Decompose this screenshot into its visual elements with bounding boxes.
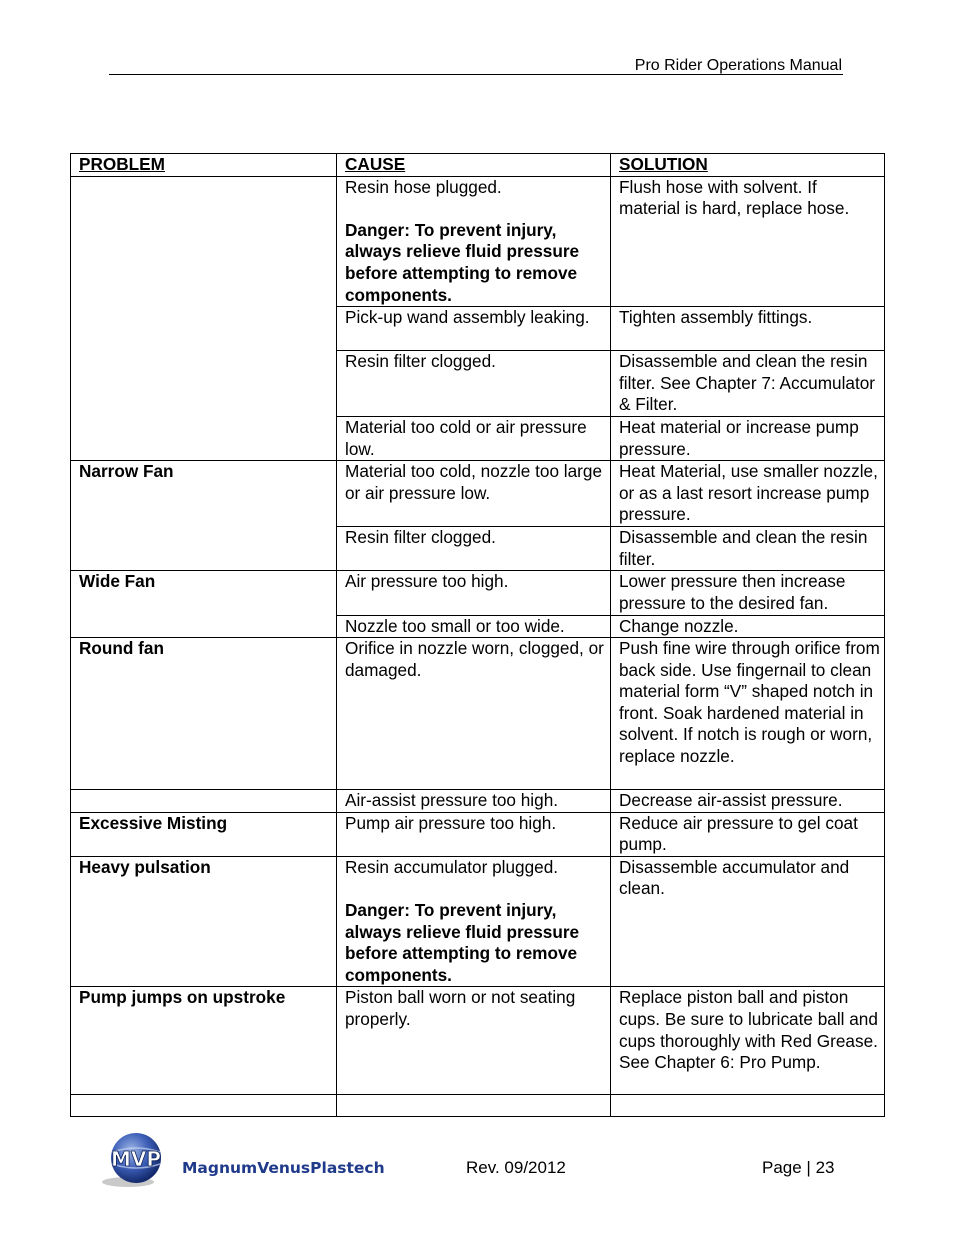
solution-cell: Push fine wire through orifice from back side. Use fingernail to clean material form “V” shaped notch in front. Soak hardened material in solvent. If notch is rough or worn, replace nozzle. (611, 638, 885, 790)
problem-cell: Heavy pulsation (71, 856, 337, 987)
solution-cell: Reduce air pressure to gel coat pump. (611, 812, 885, 856)
cause-cell: Pump air pressure too high. (337, 812, 611, 856)
problem-cell (71, 790, 337, 813)
danger-warning: Danger: To prevent injury, always relieve fluid pressure before attempting to remove components. (345, 900, 580, 985)
page-number: Page | 23 (762, 1158, 835, 1177)
solution-cell: Disassemble and clean the resin filter. (611, 527, 885, 571)
problem-cell (71, 1095, 337, 1117)
cause-cell: Resin filter clogged. (337, 351, 611, 417)
table-row (71, 790, 885, 813)
solution-cell: Decrease air-assist pressure. (611, 790, 885, 813)
solution-cell: Tighten assembly fittings. (611, 307, 885, 351)
cause-cell: Orifice in nozzle worn, clogged, or damaged. (337, 638, 611, 790)
column-header-solution: SOLUTION (611, 154, 885, 177)
header-rule (109, 74, 843, 75)
solution-cell: Disassemble accumulator and clean. (611, 856, 885, 987)
table-row (71, 638, 885, 790)
problem-cell: Excessive Misting (71, 812, 337, 856)
column-header-problem: PROBLEM (71, 154, 337, 177)
cause-cell: Material too cold or air pressure low. (337, 416, 611, 460)
table-row (71, 987, 885, 1095)
solution-cell: Disassemble and clean the resin filter. See Chapter 7: Accumulator & Filter. (611, 351, 885, 417)
cause-cell: Resin filter clogged. (337, 527, 611, 571)
column-header-cause: CAUSE (337, 154, 611, 177)
cause-cell: Material too cold, nozzle too large or air pressure low. (337, 461, 611, 527)
cause-cell: Air-assist pressure too high. (337, 790, 611, 813)
table-row (71, 856, 885, 987)
logo-wordmark: MagnumVenusPlastech (182, 1159, 385, 1177)
table-header-row (71, 154, 885, 177)
logo-badge: MVP (110, 1147, 162, 1171)
solution-cell: Heat Material, use smaller nozzle, or as a last resort increase pump pressure. (611, 461, 885, 527)
revision-label: Rev. 09/2012 (466, 1158, 566, 1177)
solution-cell: Flush hose with solvent. If material is hard, replace hose. (611, 176, 885, 307)
problem-cell: Pump jumps on upstroke (71, 987, 337, 1095)
solution-cell: Heat material or increase pump pressure. (611, 416, 885, 460)
cause-cell: Piston ball worn or not seating properly. (337, 987, 611, 1095)
cause-cell: Air pressure too high. (337, 571, 611, 615)
solution-cell: Replace piston ball and piston cups. Be sure to lubricate ball and cups thoroughly with Red Grease. See Chapter 6: Pro Pump. (611, 987, 885, 1095)
solution-cell: Change nozzle. (611, 615, 885, 638)
cause-cell: Nozzle too small or too wide. (337, 615, 611, 638)
problem-cell: Narrow Fan (71, 461, 337, 571)
cause-cell (337, 176, 611, 307)
cause-cell: Pick-up wand assembly leaking. (337, 307, 611, 351)
solution-cell: Lower pressure then increase pressure to the desired fan. (611, 571, 885, 615)
table-row (71, 1095, 885, 1117)
table-row (71, 176, 885, 307)
table-row (71, 571, 885, 615)
manual-title: Pro Rider Operations Manual (634, 57, 842, 74)
problem-cell (71, 176, 337, 461)
problem-cell: Round fan (71, 638, 337, 790)
table-row (71, 812, 885, 856)
solution-cell (611, 1095, 885, 1117)
cause-text: Resin accumulator plugged. (345, 856, 559, 877)
cause-text: Resin hose plugged. (345, 176, 502, 197)
danger-warning: Danger: To prevent injury, always relieve fluid pressure before attempting to remove components. (345, 219, 580, 305)
company-logo (100, 1130, 390, 1194)
table-row (71, 461, 885, 527)
troubleshooting-table (70, 153, 885, 1117)
cause-cell (337, 856, 611, 987)
problem-cell: Wide Fan (71, 571, 337, 638)
cause-cell (337, 1095, 611, 1117)
